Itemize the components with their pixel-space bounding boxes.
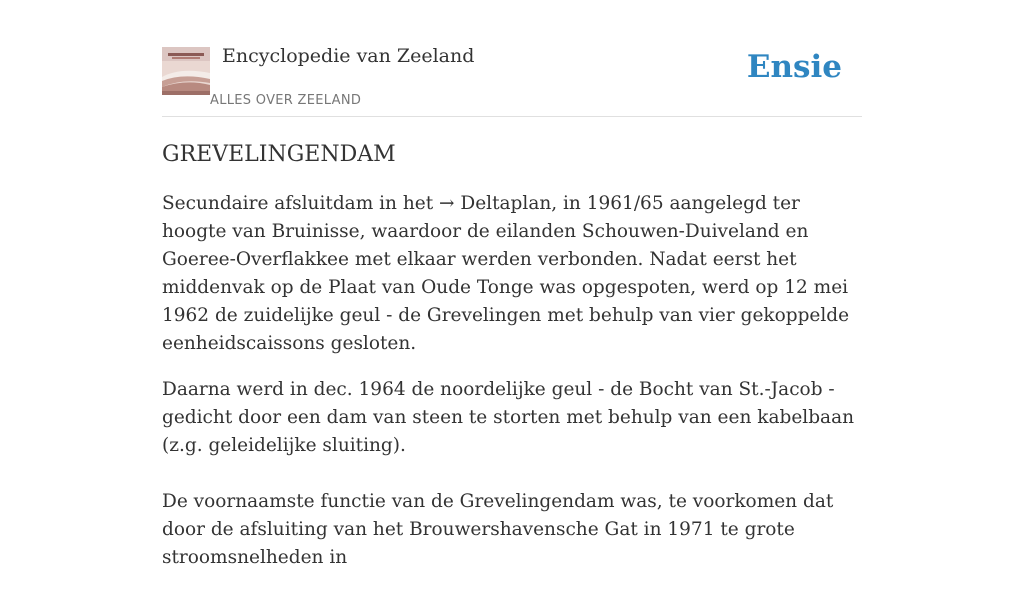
encyclopedia-books-photo-icon [162, 47, 210, 95]
article-paragraph-2: Daarna werd in dec. 1964 de noordelijke geul - de Bocht van St.-Jacob - gedicht door een dam van steen te storten met behulp van een kabelbaan (z.g. geleidelijke sluiting). [162, 379, 855, 456]
site-title[interactable]: Encyclopedie van Zeeland [222, 45, 475, 67]
site-header [162, 45, 862, 117]
article-paragraph-3: De voornaamste functie van de Grevelingendam was, te voorkomen dat door de afsluiting van het Brouwershavensche Gat in 1971 te grote stroomsnelheden in [162, 491, 834, 568]
site-subtitle: ALLES OVER ZEELAND [210, 93, 362, 108]
site-avatar-icon[interactable] [162, 47, 210, 95]
article-title: GREVELINGENDAM [162, 142, 396, 167]
ensie-logo-link[interactable]: Ensie [746, 49, 842, 85]
article [162, 139, 862, 590]
article-paragraph-1: Secundaire afsluitdam in het → Deltaplan, in 1961/65 aangelegd ter hoogte van Bruinisse, waardoor de eilanden Schouwen-Duiveland en Goeree-Overflakkee met elkaar werden verbonden. Nadat eerst het middenvak op de Plaat van Oude Tonge was opgespoten, werd op 12 mei 1962 de zuidelijke geul - de Grevelingen met behulp van vier gekoppelde eenheidscaissons gesloten. [162, 193, 850, 354]
